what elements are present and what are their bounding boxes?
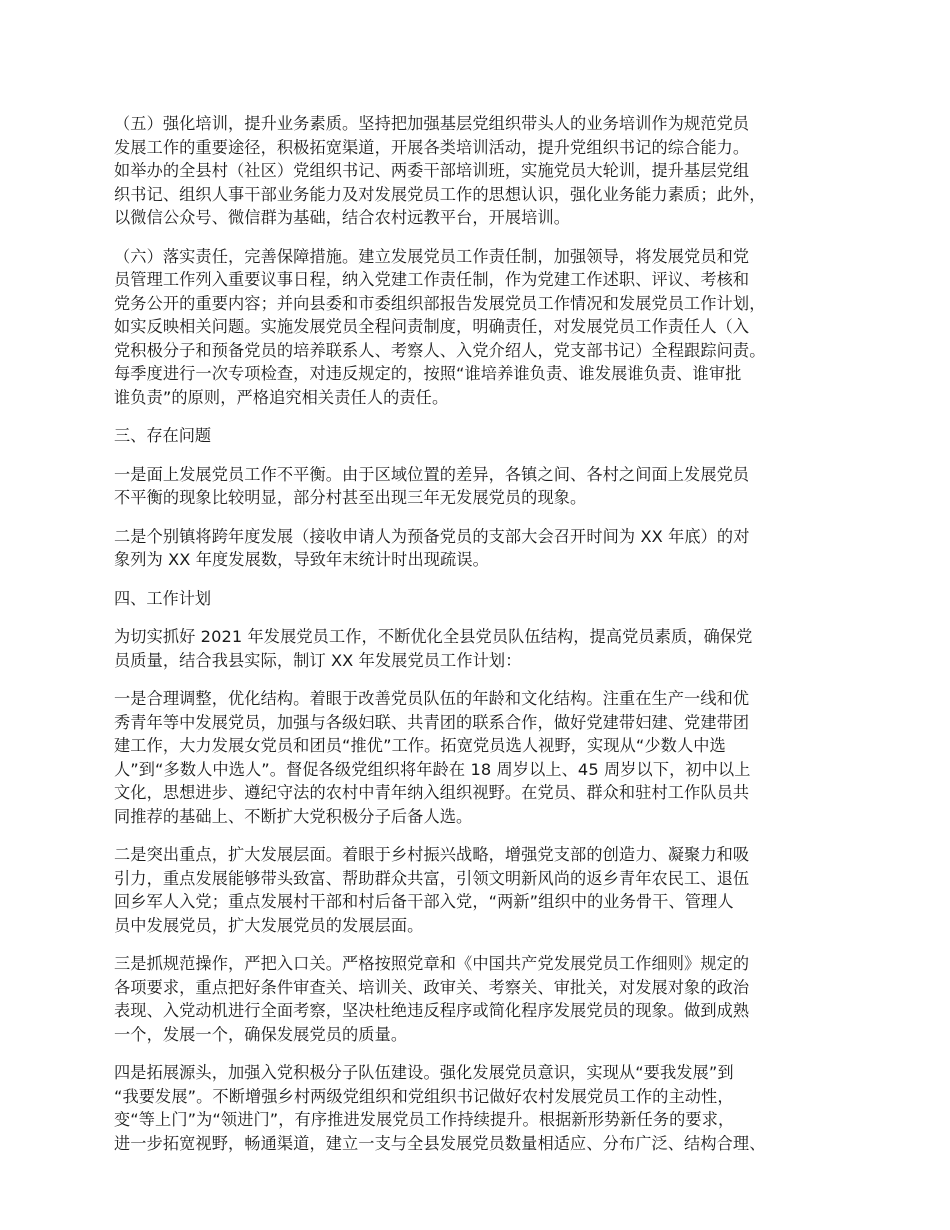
text-line: 员管理工作列入重要议事日程，纳入党建工作责任制，作为党建工作述职、评议、考核和 — [114, 270, 750, 289]
text-line: 员质量，结合我县实际，制订 XX 年发展党员工作计划： — [114, 650, 522, 670]
text-line: 象列为 XX 年度发展数，导致年末统计时出现疏误。 — [114, 550, 489, 569]
paragraph — [114, 112, 858, 230]
text-line: 一个，发展一个，确保发展党员的质量。 — [114, 1024, 408, 1044]
text-line: 三是抓规范操作，严把入口关。严格按照党章和《中国共产党发展党员工作细则》规定的 — [114, 954, 750, 973]
text-line: 文化，思想进步、遵纪守法的农村中青年纳入组织视野。在党员、群众和驻村工作队员共 — [114, 783, 750, 802]
text-line: 三、存在问题 — [114, 426, 212, 445]
text-line: 建工作，大力发展女党员和团员“推优”工作。拓宽党员选人视野，实现从“少数人中选 — [114, 736, 726, 755]
text-line: 人”到“多数人中选人”。督促各级党组织将年龄在 18 周岁以上、45 周岁以下，初中以上 — [114, 759, 751, 779]
text-line: 发展工作的重要途径，积极拓宽渠道，开展各类培训活动，提升党组织书记的综合能力。 — [114, 137, 750, 157]
text-line: 回乡军人入党；重点发展村干部和村后备干部入党，“两新”组织中的业务骨干、管理人 — [114, 892, 734, 911]
text-line: 变“等上门”为“领进门”，有序推进发展党员工作持续提升。根据新形势新任务的要求， — [114, 1110, 735, 1129]
section-heading — [114, 587, 858, 611]
text-line: 表现、入党动机进行全面考察，坚决杜绝违反程序或简化程序发展党员的现象。做到成熟 — [114, 1001, 750, 1020]
text-line: （五）强化培训，提升业务素质。坚持把加强基层党组织带头人的业务培训作为规范党员 — [114, 114, 750, 133]
paragraph — [114, 625, 858, 672]
text-line: 一是面上发展党员工作不平衡。由于区域位置的差异，各镇之间、各村之间面上发展党员 — [114, 464, 750, 484]
text-line: 以微信公众号、微信群为基础，结合农村远教平台，开展培训。 — [114, 208, 571, 227]
text-line: 二是个别镇将跨年度发展（接收申请人为预备党员的支部大会召开时间为 XX 年底）的对 — [114, 526, 750, 546]
text-line: 二是突出重点，扩大发展层面。着眼于乡村振兴战略，增强党支部的创造力、凝聚力和吸 — [114, 845, 750, 864]
paragraph — [114, 1061, 858, 1155]
text-line: “我要发展”。不断增强乡村两级党组织和党组织书记做好农村发展党员工作的主动性， — [114, 1086, 734, 1106]
paragraph — [114, 245, 858, 410]
text-line: 如举办的全县村（社区）党组织书记、两委干部培训班，实施党员大轮训，提升基层党组 — [114, 161, 750, 180]
text-line: 每季度进行一次专项检查，对违反规定的，按照“谁培养谁负责、谁发展谁负责、谁审批 — [114, 364, 742, 383]
text-line: 党积极分子和预备党员的培养联系人、考察人、入党介绍人，党支部书记）全程跟踪问责。 — [114, 340, 766, 360]
text-line: 进一步拓宽视野，畅通渠道，建立一支与全县发展党员数量相适应、分布广泛、结构合理、 — [114, 1133, 766, 1153]
text-line: 一是合理调整，优化结构。着眼于改善党员队伍的年龄和文化结构。注重在生产一线和优 — [114, 689, 750, 708]
text-line: 员中发展党员，扩大发展党员的发展层面。 — [114, 915, 424, 935]
text-line: 同推荐的基础上、不断扩大党积极分子后备人选。 — [114, 806, 473, 826]
document-page — [114, 112, 858, 1170]
text-line: 四是拓展源头，加强入党积极分子队伍建设。强化发展党员意识，实现从“要我发展”到 — [114, 1063, 734, 1082]
paragraph — [114, 687, 858, 828]
text-line: （六）落实责任，完善保障措施。建立发展党员工作责任制，加强领导，将发展党员和党 — [114, 246, 750, 266]
text-line: 不平衡的现象比较明显，部分村甚至出现三年无发展党员的现象。 — [114, 488, 587, 507]
text-line: 各项要求，重点把好条件审查关、培训关、政审关、考察关、审批关，对发展对象的政治 — [114, 977, 750, 997]
text-line: 引力，重点发展能够带头致富、帮助群众共富，引领文明新风尚的返乡青年农民工、退伍 — [114, 868, 750, 888]
paragraph — [114, 843, 858, 937]
paragraph — [114, 952, 858, 1046]
text-line: 为切实抓好 2021 年发展党员工作，不断优化全县党员队伍结构，提高党员素质，确保党 — [114, 627, 753, 646]
paragraph — [114, 463, 858, 510]
text-line: 秀青年等中发展党员，加强与各级妇联、共青团的联系合作，做好党建带妇建、党建带团 — [114, 712, 750, 732]
text-line: 谁负责”的原则，严格追究相关责任人的责任。 — [114, 387, 449, 407]
text-line: 党务公开的重要内容；并向县委和市委组织部报告发展党员工作情况和发展党员工作计划， — [114, 293, 766, 313]
paragraph — [114, 525, 858, 572]
text-line: 织书记、组织人事干部业务能力及对发展党员工作的思想认识，强化业务能力素质；此外， — [114, 184, 766, 204]
text-line: 四、工作计划 — [114, 588, 212, 608]
section-heading — [114, 424, 858, 448]
text-line: 如实反映相关问题。实施发展党员全程问责制度，明确责任，对发展党员工作责任人（入 — [114, 317, 750, 336]
